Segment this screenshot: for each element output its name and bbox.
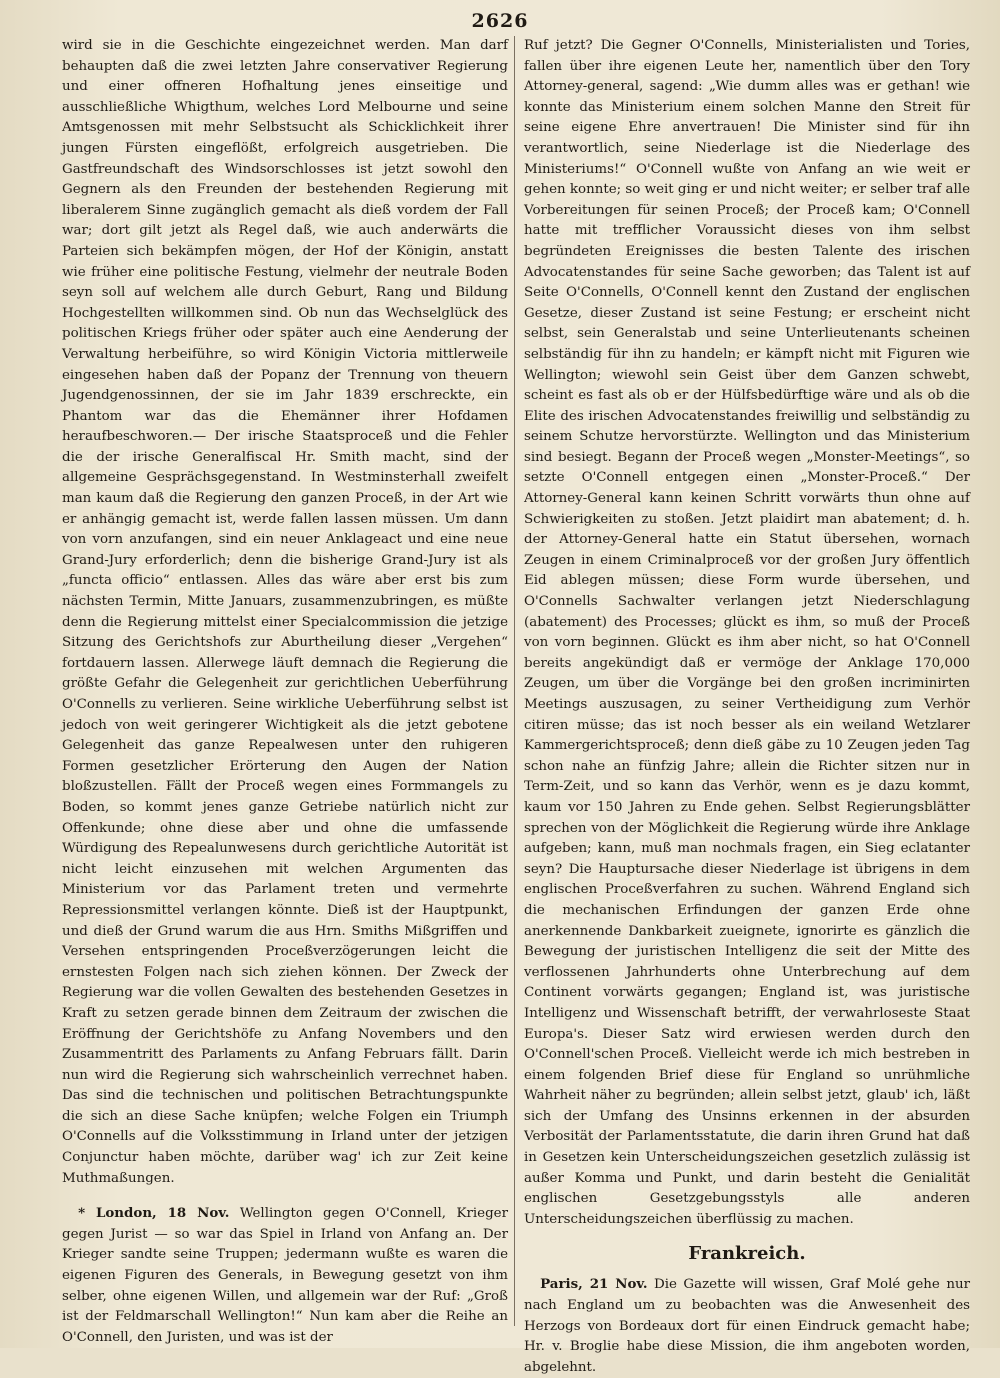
page-number: 2626 bbox=[471, 10, 529, 32]
text-columns bbox=[62, 36, 970, 1375]
article-paragraph bbox=[524, 1274, 970, 1378]
article-text: Wellington gegen O'Connell, Krieger gegen Jurist — so war das Spiel in Irland von Anfang an. Der Krieger sandte seine Truppen; jedermann wußte es waren die eigenen Figuren des Generals, in Bewegung gesetzt von ihm selber, ohne eigenen Willen, und allgemein war der Ruf: „Groß ist der Feldmarschall Wellington!“ Nun kam aber die Reihe an O'Connell, den Juristen, und was ist der bbox=[62, 1206, 508, 1345]
article-paragraph: Ruf jetzt? Die Gegner O'Connells, Ministerialisten und Tories, fallen über ihre eigenen Leute her, namentlich über den Tory Attorney-general, sagend: „Wie dumm alles was er gethan! wie konnte das Ministerium einem solchen Manne den Streit für seine eigene Ehre anvertrauen! Die Minister sind für ihn verantwortlich, seine Niederlage ist die Niederlage des Ministeriums!“ O'Connell wußte von Anfang an wie weit er gehen konnte; so weit ging er und nicht weiter; er selber traf alle Vorbereitungen für seinen Proceß; der Proceß kam; O'Connell hatte mit trefflicher Voraussicht dieses von ihm selbst begründeten Ereignisses die besten Talente des irischen Advocatenstandes für seine Sache geworben; das Talent ist auf Seite O'Connells, O'Connell kennt den Zustand der englischen Gesetze, dieser Zustand ist seine Festung; er erscheint nicht selbst, sein Generalstab und seine Unterlieutenants scheinen selbständig für ihn zu handeln; er kämpft nicht mit Figuren wie Wellington; wiewohl sein Geist über dem Ganzen schwebt, scheint es fast als ob er der Hülfsbedürftige wäre und als ob die Elite des irischen Advocatenstandes freiwillig und selbständig zu seinem Schutze hervorstürzte. Wellington und das Ministerium sind besiegt. Begann der Proceß wegen „Monster-Meetings“, so setzte O'Connell entgegen einen „Monster-Proceß.“ Der Attorney-General kann keinen Schritt vorwärts thun ohne auf Schwierigkeiten zu stoßen. Jetzt plaidirt man abatement; d. h. der Attorney-General hatte ein Statut übersehen, wornach Zeugen in einem Criminalproceß vor der großen Jury öffentlich Eid ablegen müssen; diese Form wurde übersehen, und O'Connells Sachwalter verlangen jetzt Niederschlagung (abatement) des Processes; glückt es ihm, so muß der Proceß von vorn beginnen. Glückt es ihm aber nicht, so hat O'Connell bereits angekündigt daß er vermöge der Anklage 170,000 Zeugen, um über die Vorgänge bei den großen incriminirten Meetings auszusagen, zu seiner Vertheidigung zum Verhör citiren müsse; das ist noch besser als ein weiland Wetzlarer Kammergerichtsproceß; denn dieß gäbe zu 10 Zeugen jeden Tag schon nahe an fünfzig Jahre; allein die Richter sitzen nur in Term-Zeit, und so kann das Verhör, wenn es je dazu kommt, kaum vor 150 Jahren zu Ende gehen. Selbst Regierungsblätter sprechen von der Möglichkeit die Regierung würde ihre Anklage aufgeben; kann, muß man nochmals fragen, ein Sieg eclatanter seyn? Die Hauptursache dieser Niederlage ist übrigens in dem englischen Proceßverfahren zu suchen. Während England sich die mechanischen Erfindungen der ganzen Erde ohne anerkennende Dankbarkeit zueignete, ignorirte es gänzlich die Bewegung der juristischen Intelligenz die seit der Mitte des verflossenen Jahrhunderts ohne Unterbrechung auf dem Continent vorwärts gegangen; England ist, was juristische Intelligenz und Wissenschaft betrifft, der verwahrloseste Staat Europa's. Dieser Satz wird erwiesen werden durch den O'Connell'schen Proceß. Vielleicht werde ich mich bestreben in einem folgenden Brief diese für England so unrühmliche Wahrheit näher zu begründen; allein selbst jetzt, glaub' ich, läßt sich der Umfang des Unsinns erkennen in der absurden Verbosität der Parlamentsstatute, die darin ihren Grund hat daß in Gesetzen kein Unterscheidungszeichen gesetzlich zulässig ist außer Komma und Punkt, und darin besteht die Genialität englischen Gesetzgebungsstyls alle anderen Unterscheidungszeichen überflüssig zu machen. bbox=[524, 38, 970, 1227]
dateline: Paris, 21 Nov. bbox=[540, 1276, 648, 1293]
article-text: Die Gazette will wissen, Graf Molé gehe nur nach England um zu beobachten was die Anwesenheit des Herzogs von Bordeaux dort für einen Eindruck gemacht habe; Hr. v. Broglie habe diese Mission, die ihm angeboten worden, abgelehnt. bbox=[524, 1277, 970, 1375]
article-paragraph: wird sie in die Geschichte eingezeichnet werden. Man darf behaupten daß die zwei letzten Jahre conservativer Regierung und einer offneren Hofhaltung jenes einseitige und ausschließliche Whigthum, welches Lord Melbourne und seine Amtsgenossen mit mehr Selbstsucht als Schicklichkeit ihrer jungen Fürsten eingeflößt, erfolgreich ausgetrieben. Die Gastfreundschaft des Windsorschlosses ist jetzt sowohl den Gegnern als den Freunden der bestehenden Regierung mit liberalerem Sinne zugänglich gemacht als dieß vordem der Fall war; dort gilt jetzt als Regel daß, wie auch anderwärts die Parteien sich bekämpfen mögen, der Hof der Königin, anstatt wie früher eine politische Festung, vielmehr der neutrale Boden seyn soll auf welchem alle durch Geburt, Rang und Bildung Hochgestellten willkommen sind. Ob nun das Wechselglück des politischen Kriegs früher oder später auch eine Aenderung der Verwaltung herbeiführe, so wird Königin Victoria mittlerweile eingesehen haben daß der Popanz der Trennung von theuern Jugendgenossinnen, der sie im Jahr 1839 erschreckte, ein Phantom war das die Ehemänner ihrer Hofdamen heraufbeschworen.— Der irische Staatsproceß und die Fehler die der irische Generalfiscal Hr. Smith macht, sind der allgemeine Gesprächsgegenstand. In Westminsterhall zweifelt man kaum daß die Regierung den ganzen Proceß, in der Art wie er anhängig gemacht ist, werde fallen lassen müssen. Um dann von vorn anzufangen, sind ein neuer Anklageact und eine neue Grand-Jury erforderlich; denn die bisherige Grand-Jury ist als „functa officio“ entlassen. Alles das wäre aber erst bis zum nächsten Termin, Mitte Januars, zusammenzubringen, es müßte denn die Regierung mittelst einer Specialcommission die jetzige Sitzung des Gerichtshofs zur Aburtheilung dieser „Vergehen“ fortdauern lassen. Allerwege läuft demnach die Regierung die größte Gefahr die Gelegenheit zur gerichtlichen Ueberführung O'Connells zu verlieren. Seine wirkliche Ueberführung selbst ist jedoch von weit geringerer Wichtigkeit als die jetzt gebotene Gelegenheit das ganze Repealwesen unter den ruhigeren Formen gesetzlicher Erörterung den Augen der Nation bloßzustellen. Fällt der Proceß wegen eines Formmangels zu Boden, so kommt jenes ganze Getriebe natürlich nicht zur Offenkunde; ohne diese aber und ohne die umfassende Würdigung des Repealunwesens durch gerichtliche Autorität ist nicht leicht einzusehen mit welchen Argumenten das Ministerium vor das Parlament treten und vermehrte Repressionsmittel verlangen könnte. Dieß ist der Hauptpunkt, und dieß der Grund warum die aus Hrn. Smiths Mißgriffen und Versehen entspringenden Proceßverzögerungen leicht die ernstesten Folgen nach sich ziehen können. Der Zweck der Regierung war die vollen Gewalten des bestehenden Gesetzes in Kraft zu setzen gerade binnen dem Zeitraum der zwischen die Eröffnung der Gerichtshöfe zu Anfang Novembers und den Zusammentritt des Parlaments zu Anfang Februars fällt. Darin nun wird die Regierung sich wahrscheinlich verrechnet haben. Das sind die technischen und politischen Betrachtungspunkte die sich an diese Sache knüpfen; welche Folgen ein Triumph O'Connells auf die Volksstimmung in Irland unter der jetzigen Conjunctur haben möchte, darüber wag' ich zur Zeit keine Muthmaßungen. bbox=[62, 38, 508, 1186]
article-paragraph bbox=[62, 1203, 508, 1348]
dateline: * London, 18 Nov. bbox=[78, 1205, 230, 1222]
right-column bbox=[524, 36, 970, 1375]
left-column bbox=[62, 36, 515, 1345]
section-heading: Frankreich. bbox=[688, 1243, 806, 1265]
